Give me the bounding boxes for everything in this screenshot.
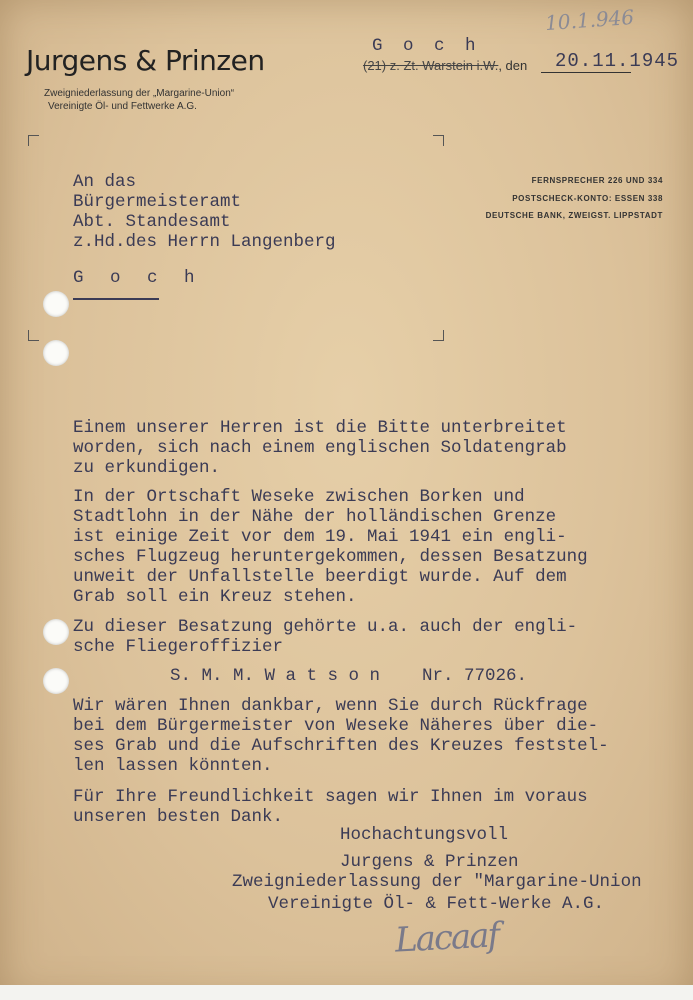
closing-salutation: Hochachtungsvoll bbox=[340, 825, 509, 845]
typed-date: 20.11.1945 bbox=[555, 50, 680, 72]
text-line: Zu dieser Besatzung gehörte u.a. auch der engli- bbox=[73, 617, 578, 637]
recipient-city-underline bbox=[73, 298, 159, 300]
punch-hole bbox=[43, 340, 69, 366]
den-label: , den bbox=[498, 58, 528, 73]
punch-hole bbox=[43, 668, 69, 694]
text-line: zu erkundigen. bbox=[73, 458, 221, 478]
text-line: ses Grab und die Aufschriften des Kreuzes feststel- bbox=[73, 736, 609, 756]
text-line: Wir wären Ihnen dankbar, wenn Sie durch Rückfrage bbox=[73, 696, 588, 716]
postscheck-info: POSTSCHECK-KONTO: ESSEN 338 bbox=[512, 194, 663, 203]
text-line: unweit der Unfallstelle beerdigt wurde. Auf dem bbox=[73, 567, 567, 587]
paragraph-2 bbox=[73, 487, 588, 607]
text-line: ist einige Zeit vor dem 19. Mai 1941 ein engli- bbox=[73, 527, 567, 547]
handwritten-signature: Lacaaf bbox=[394, 915, 499, 961]
letterhead-subtitle-2: Vereinigte Öl- und Fettwerke A.G. bbox=[48, 101, 197, 112]
bank-info: DEUTSCHE BANK, ZWEIGST. LIPPSTADT bbox=[485, 211, 663, 220]
recipient-city: G o c h bbox=[73, 268, 203, 288]
text-line: Für Ihre Freundlichkeit sagen wir Ihnen im voraus bbox=[73, 787, 588, 807]
text-line: Einem unserer Herren ist die Bitte unterbreitet bbox=[73, 418, 567, 438]
punch-hole bbox=[43, 619, 69, 645]
printed-place-line bbox=[363, 58, 527, 73]
company-logo-text: Jurgens & Prinzen bbox=[26, 44, 265, 77]
recipient-address bbox=[73, 172, 336, 252]
text-line: Grab soll ein Kreuz stehen. bbox=[73, 587, 357, 607]
text-line: bei dem Bürgermeister von Weseke Näheres über die- bbox=[73, 716, 599, 736]
date-underline bbox=[541, 72, 631, 73]
letterhead-subtitle-1: Zweigniederlassung der „Margarine-Union“ bbox=[44, 88, 235, 99]
paragraph-3 bbox=[73, 617, 577, 657]
closing-company: Jurgens & Prinzen bbox=[340, 852, 519, 872]
text-line: sche Fliegeroffizier bbox=[73, 637, 284, 657]
text-line: In der Ortschaft Weseke zwischen Borken und bbox=[73, 487, 525, 507]
handwritten-date-note: 10.1.946 bbox=[544, 4, 635, 36]
struck-place: (21) z. Zt. Warstein i.W. bbox=[363, 58, 499, 73]
window-mark-top-right bbox=[433, 135, 444, 146]
recipient-line: An das bbox=[73, 172, 137, 192]
closing-branch-line: Zweigniederlassung der "Margarine-Union bbox=[232, 872, 642, 892]
phone-info: FERNSPRECHER 226 UND 334 bbox=[531, 176, 663, 185]
paragraph-1 bbox=[73, 418, 567, 478]
punch-hole bbox=[43, 291, 69, 317]
typed-city-top: G o c h bbox=[372, 36, 481, 56]
text-line: unseren besten Dank. bbox=[73, 807, 284, 827]
window-mark-bottom-left bbox=[28, 330, 39, 341]
text-line: worden, sich nach einem englischen Soldatengrab bbox=[73, 438, 567, 458]
text-line: Stadtlohn in der Nähe der holländischen Grenze bbox=[73, 507, 557, 527]
text-line: len lassen könnten. bbox=[73, 756, 273, 776]
recipient-line: Abt. Standesamt bbox=[73, 212, 231, 232]
recipient-line: Bürgermeisteramt bbox=[73, 192, 242, 212]
closing-company-full: Vereinigte Öl- & Fett-Werke A.G. bbox=[268, 894, 605, 914]
scan-edge bbox=[0, 985, 693, 1000]
paragraph-5 bbox=[73, 787, 588, 827]
recipient-line: z.Hd.des Herrn Langenberg bbox=[73, 232, 336, 252]
officer-name-line: S. M. M. W a t s o n Nr. 77026. bbox=[170, 666, 528, 686]
text-line: sches Flugzeug heruntergekommen, dessen Besatzung bbox=[73, 547, 588, 567]
window-mark-bottom-right bbox=[433, 330, 444, 341]
paragraph-4 bbox=[73, 696, 609, 776]
window-mark-top-left bbox=[28, 135, 39, 146]
